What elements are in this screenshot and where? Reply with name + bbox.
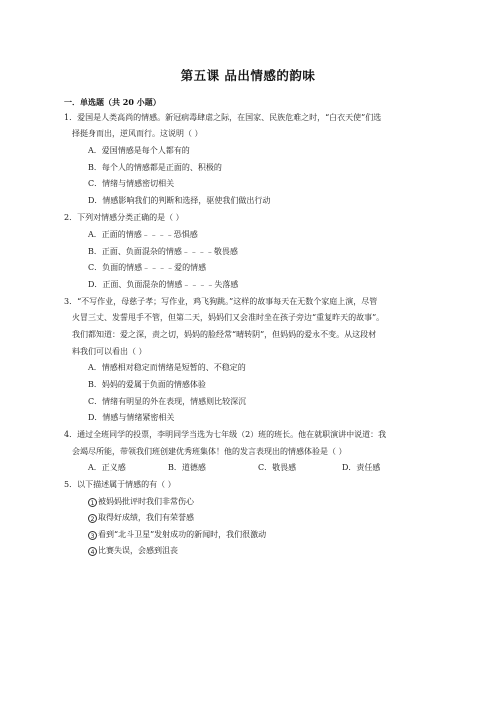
question-4-option-d: D．责任感 xyxy=(342,463,381,472)
question-1-stem: 1．爱国是人类高尚的情感。新冠病毒肆虐之际，在国家、民族危难之时，“白衣天使”们选 xyxy=(64,113,382,122)
question-3-option-d: D．情感与情绪紧密相关 xyxy=(88,413,175,422)
question-4-option-a: A．正义感 xyxy=(88,463,126,472)
question-5-item-4 xyxy=(88,546,178,556)
question-4-option-c: C．敬畏感 xyxy=(258,463,297,472)
question-5-item-1-text: 被妈妈批评时我们非常伤心 xyxy=(98,497,194,506)
question-2-stem: 2．下列对情感分类正确的是（ ） xyxy=(64,213,184,222)
circled-number-icon: 2 xyxy=(88,514,97,523)
question-1-option-a: A．爱国情感是每个人都有的 xyxy=(88,146,190,155)
question-5-item-3-text: 看到“北斗卫星”发射成功的新闻时，我们很激动 xyxy=(98,530,267,539)
circled-number-icon: 1 xyxy=(88,498,97,507)
question-4-option-b: B．道德感 xyxy=(168,463,206,472)
question-1-option-c: C．情绪与情感密切相关 xyxy=(88,179,175,188)
circled-number-icon: 3 xyxy=(88,531,97,540)
question-5-stem: 5．以下描述属于情感的有（ ） xyxy=(64,480,176,489)
question-1-option-b: B．每个人的情感都是正面的、积极的 xyxy=(88,163,222,172)
question-5-item-1 xyxy=(88,497,194,507)
question-2-option-a: A．正面的情感﹣﹣﹣﹣恐惧感 xyxy=(88,230,198,239)
question-3-option-a: A．情感相对稳定而情绪是短暂的、不稳定的 xyxy=(88,363,246,372)
question-2-option-c: C．负面的情感﹣﹣﹣﹣爱的情感 xyxy=(88,263,207,272)
section-heading: 一．单选题（共 20 小题） xyxy=(64,97,161,107)
question-2-option-b: B．正面、负面混杂的情感﹣﹣﹣﹣敬畏感 xyxy=(88,247,238,256)
question-5-item-3 xyxy=(88,530,266,540)
question-3-stem-cont-3: 料我们可以看出（ ） xyxy=(72,347,147,356)
question-5-item-2 xyxy=(88,513,194,523)
question-3-option-c: C．情绪有明显的外在表现，情感则比较深沉 xyxy=(88,397,247,406)
question-3-stem-cont-2: 我们都知道：爱之深，责之切，妈妈的脸经常“晴转阴”，但妈妈的爱永不变。从这段材 xyxy=(72,330,377,339)
question-3-stem-cont-1: 火冒三丈、发誓甩手不管，但第二天，妈妈们又会准时坐在孩子旁边“重复昨天的故事”。 xyxy=(72,313,385,322)
question-4-stem: 4．通过全班同学的投票，李明同学当选为七年级（2）班的班长。他在就职演讲中说道：我 xyxy=(64,430,387,439)
question-3-stem: 3．“不写作业，母慈子孝；写作业，鸡飞狗跳。”这样的故事每天在无数个家庭上演，尽管 xyxy=(64,297,378,306)
question-5-item-4-text: 比赛失误，会感到沮丧 xyxy=(98,546,178,555)
circled-number-icon: 4 xyxy=(88,547,97,556)
question-1-option-d: D．情感影响我们的判断和选择，驱使我们做出行动 xyxy=(88,196,271,205)
question-5-item-2-text: 取得好成绩，我们有荣誉感 xyxy=(98,513,194,522)
lesson-title: 第五课 品出情感的韵味 xyxy=(180,68,316,83)
question-2-option-d: D．正面、负面混杂的情感﹣﹣﹣﹣失落感 xyxy=(88,280,239,289)
question-3-option-b: B．妈妈的爱属于负面的情感体验 xyxy=(88,380,206,389)
question-4-stem-cont: 会竭尽所能，带领我们班创建优秀班集体！他的发言表现出的情感体验是（ ） xyxy=(72,447,347,456)
question-1-stem-cont: 择挺身而出，逆风而行。这说明（ ） xyxy=(72,129,203,138)
